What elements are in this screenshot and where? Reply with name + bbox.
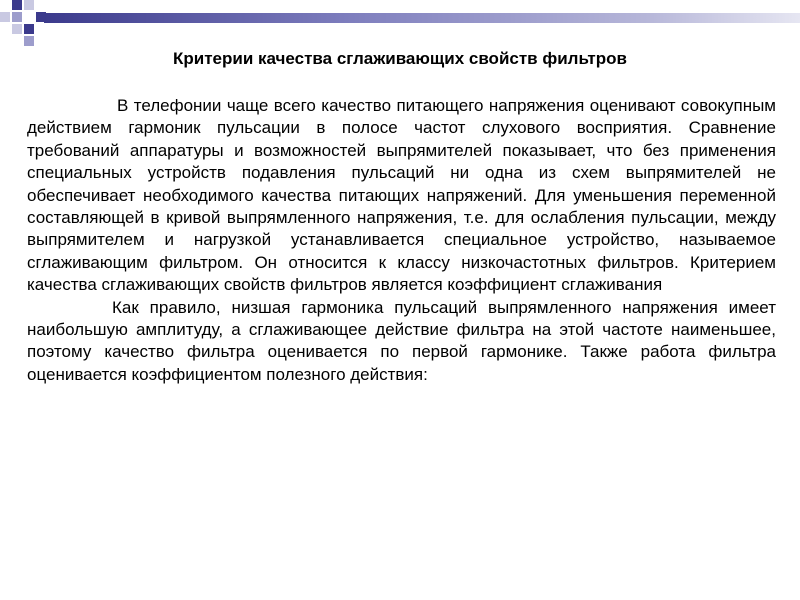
deco-square-light bbox=[12, 24, 22, 34]
corner-decoration bbox=[0, 0, 60, 50]
deco-square-dark bbox=[12, 0, 22, 10]
slide-title: Критерии качества сглаживающих свойств фильтров bbox=[173, 49, 627, 68]
deco-square-mid bbox=[24, 36, 34, 46]
slide-body bbox=[27, 95, 776, 386]
header-gradient-bar bbox=[44, 13, 800, 23]
deco-square-light bbox=[0, 12, 10, 22]
deco-square-light bbox=[24, 0, 34, 10]
deco-square-dark bbox=[24, 24, 34, 34]
body-paragraph: В телефонии чаще всего качество питающего напряжения оценивают совокупным действием гармоник пульсации в полосе частот слухового восприятия. Сравнение требований аппаратуры и возможностей выпрямителей показывает, что без применения специальных устройств подавления пульсаций ни одна из схем выпрямителей не обеспечивает необходимого качества питающих напряжений. Для уменьшения переменной составляющей в кривой выпрямленного напряжения, т.е. для ослабления пульсации, между выпрямителем и нагрузкой устанавливается специальное устройство, называемое сглаживающим фильтром. Он относится к классу низкочастотных фильтров. Критерием качества сглаживающих свойств фильтров является коэффициент сглаживания bbox=[27, 96, 776, 295]
body-paragraph: Как правило, низшая гармоника пульсаций выпрямленного напряжения имеет наибольшую амплитуду, а сглаживающее действие фильтра на этой частоте наименьшее, поэтому качество фильтра оценивается по первой гармонике. Также работа фильтра оценивается коэффициентом полезного действия: bbox=[27, 297, 776, 384]
deco-square-mid bbox=[12, 12, 22, 22]
